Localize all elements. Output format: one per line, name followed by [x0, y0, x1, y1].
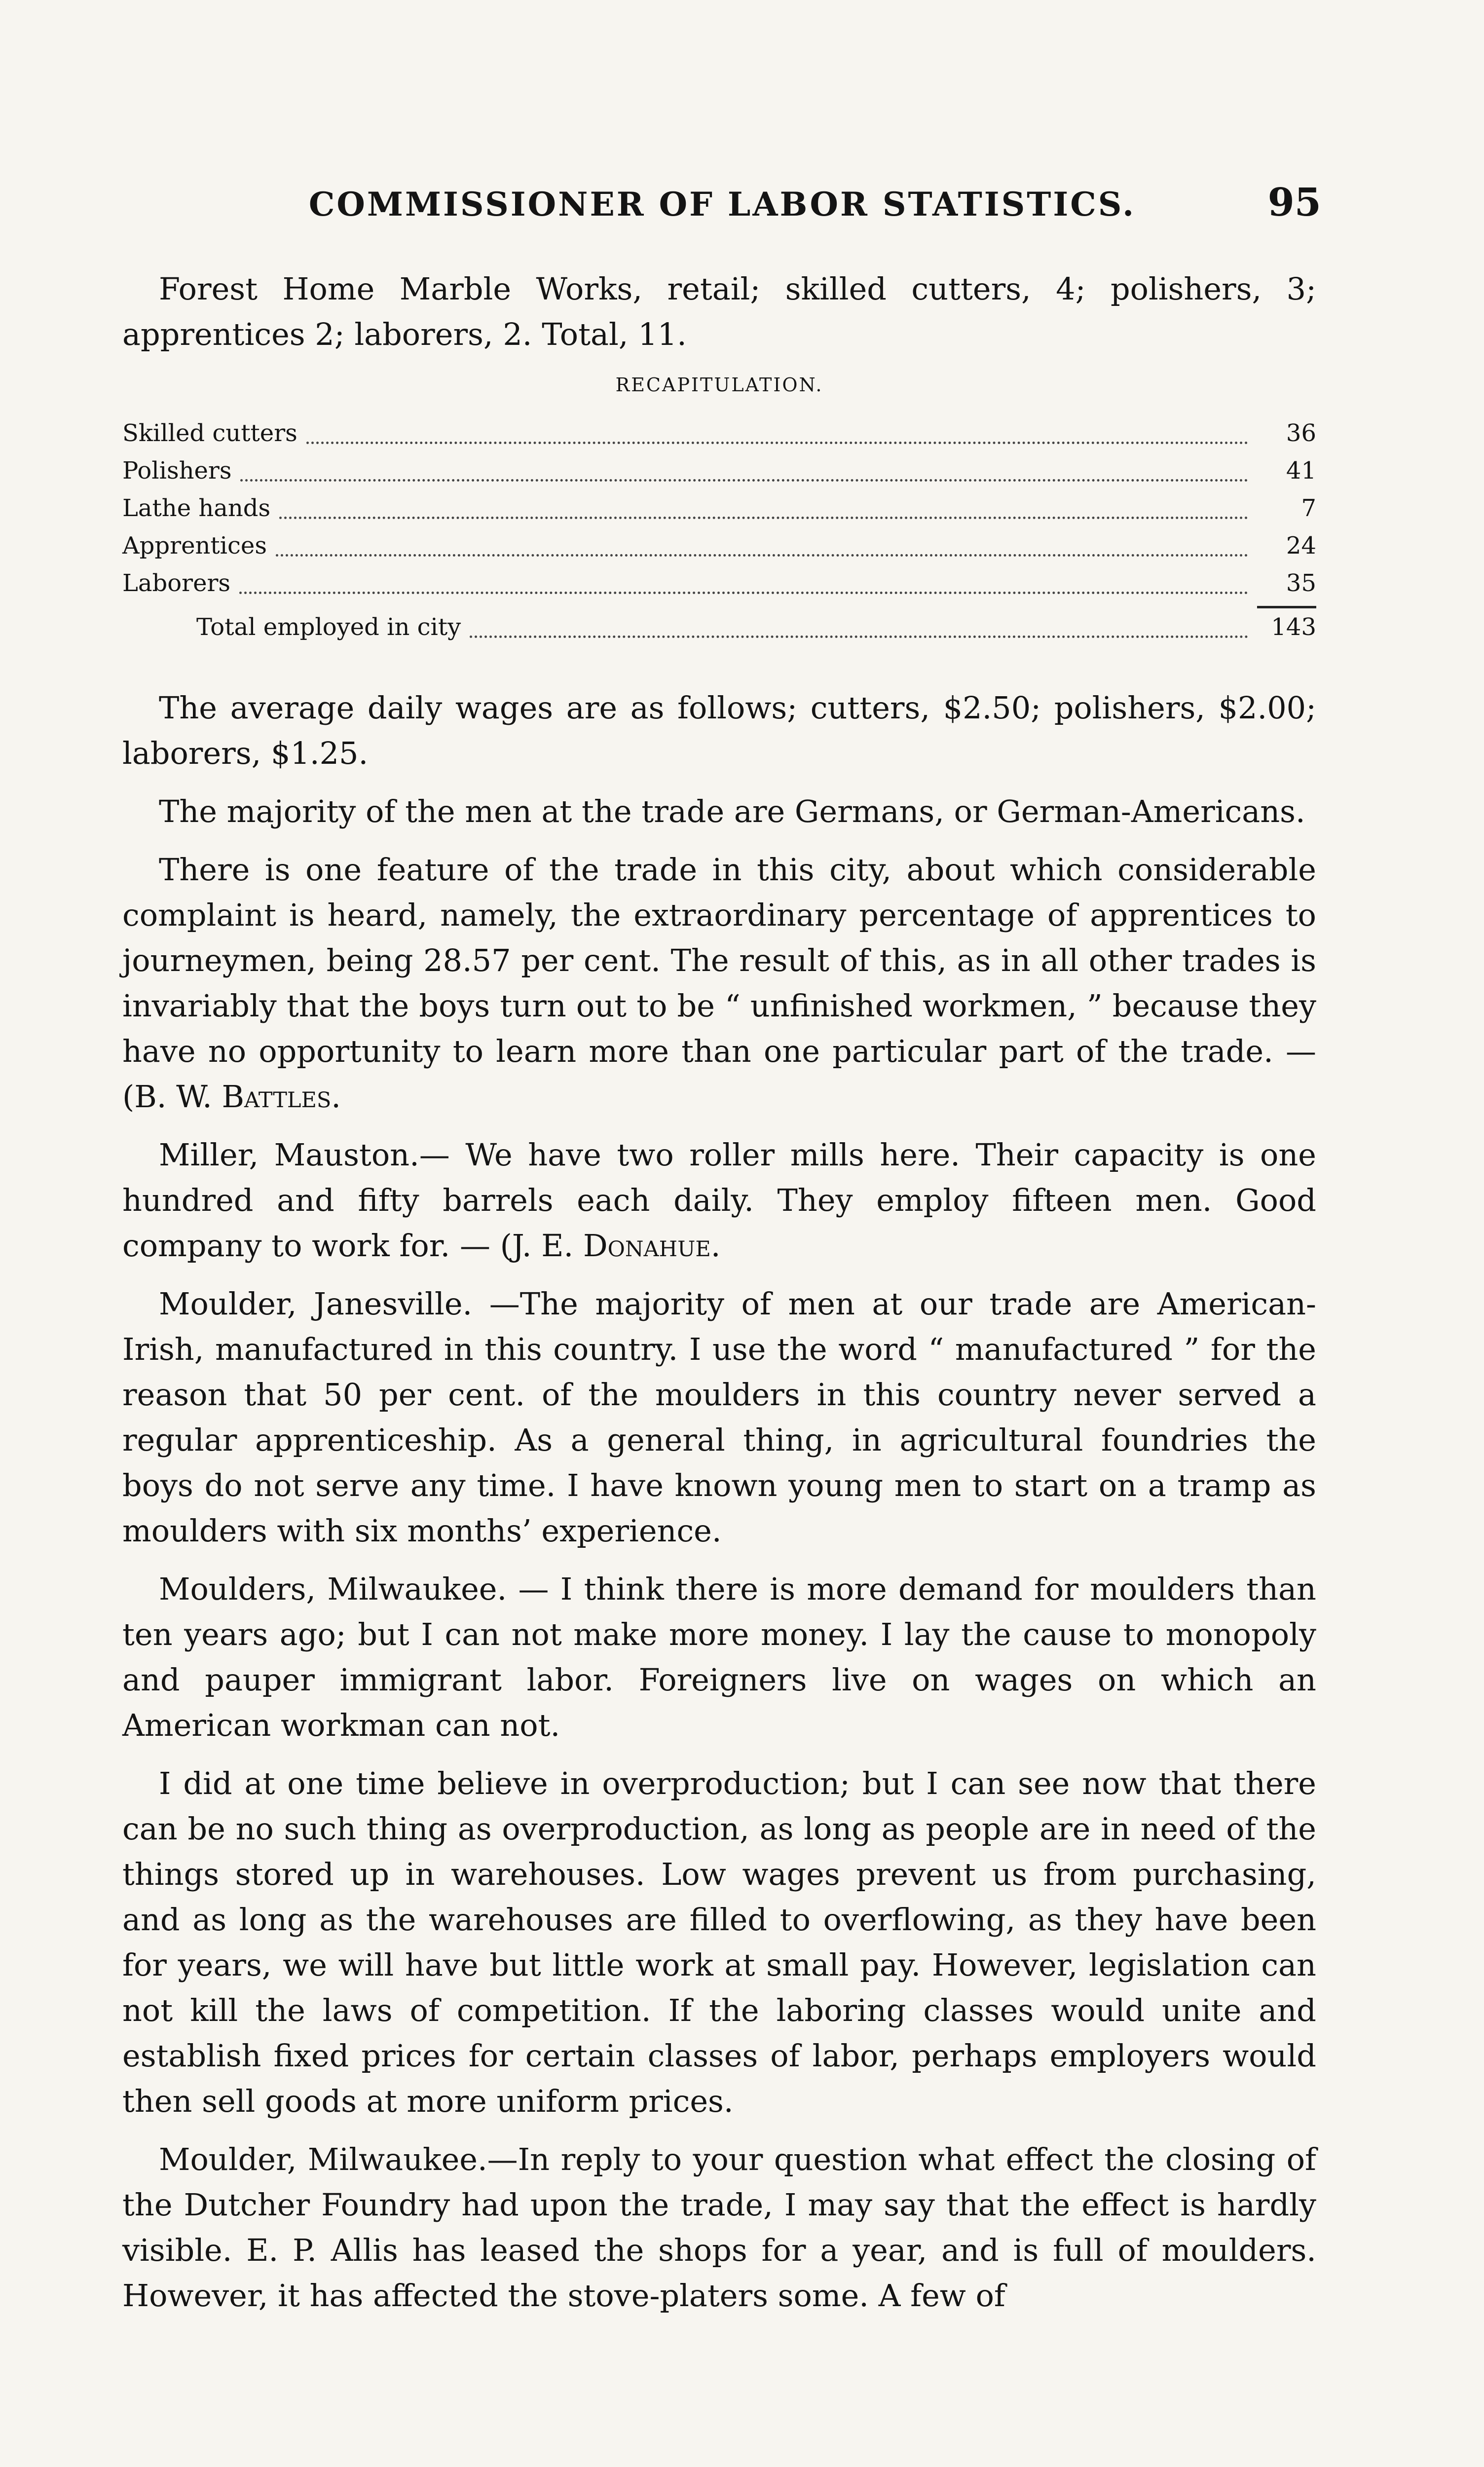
- recap-row: [122, 564, 1316, 602]
- leader-dots: [239, 592, 1248, 594]
- signature-donahue: J. E. Donahue.: [512, 1228, 721, 1264]
- apprentices-paragraph: [122, 847, 1316, 1120]
- recap-label: Lathe hands: [122, 494, 271, 522]
- moulder-janesville-paragraph: Moulder, Janesville. —The majority of men at our trade are American-Irish, manufactured in this country. I use the word “ manufactured ” for the reason that 50 per cent. of the moulders in this country never served a regular apprenticeship. As a general thing, in agricultural foundries the boys do not serve any time. I have known young men to start on a tramp as moulders with six months’ experience.: [122, 1286, 1316, 1549]
- leader-dots: [276, 554, 1248, 557]
- signature-battles: B. W. Battles.: [134, 1079, 341, 1115]
- recap-title: RECAPITULATION.: [615, 374, 823, 396]
- recap-row: [122, 414, 1316, 452]
- moulders-milwaukee-paragraph: Moulders, Milwaukee. — I think there is more demand for moulders than ten years ago; but I can not make more money. I lay the cause to monopoly and pauper immigrant labor. Foreigners live on wages on which an American workman can not.: [122, 1571, 1316, 1743]
- recap-label: Polishers: [122, 457, 232, 485]
- recap-value: 24: [1286, 532, 1316, 560]
- leader-dots: [240, 479, 1248, 482]
- recap-value: 36: [1286, 419, 1316, 447]
- running-head: COMMISSIONER OF LABOR STATISTICS.: [308, 185, 1136, 224]
- recap-value: 41: [1286, 457, 1316, 485]
- recap-total-row: [122, 606, 1316, 646]
- leader-dots: [470, 635, 1248, 638]
- apprentices-text: There is one feature of the trade in this city, about which considerable complaint is heard, namely, the extraordinary percentage of apprentices to journeymen, being 28.57 per cent. The result of this, as in all other trades is invariably that the boys turn out to be “ unfinished workmen, ” because they have no opportunity to learn more than one particular part of the trade. —(: [122, 852, 1316, 1115]
- recap-total-label: Total employed in city: [196, 613, 461, 641]
- overproduction-paragraph: I did at one time believe in overproduction; but I can see now that there can be no such thing as overproduction, as long as people are in need of the things stored up in warehouses. Low wages prevent us from purchasing, and as long as the warehouses are filled to overflowing, as they have been for years, we will have but little work at small pay. However, legislation can not kill the laws of competition. If the laboring classes would unite and establish fixed prices for certain classes of labor, perhaps employers would then sell goods at more uniform prices.: [122, 1765, 1316, 2119]
- recap-row: [122, 452, 1316, 489]
- recap-table: [122, 414, 1316, 646]
- leader-dots: [306, 442, 1248, 444]
- wages-paragraph: The average daily wages are as follows; cutters, $2.50; polishers, $2.00; laborers, $1.25.: [122, 690, 1316, 771]
- miller-text: Miller, Mauston.— We have two roller mills here. Their capacity is one hundred and fifty barrels each daily. They employ fifteen men. Good company to work for. — (: [122, 1137, 1316, 1264]
- page-number: 95: [1267, 180, 1321, 225]
- recap-label: Skilled cutters: [122, 419, 297, 447]
- recap-value: 35: [1286, 569, 1316, 597]
- miller-paragraph: [122, 1132, 1316, 1269]
- recap-total-value: 143: [1257, 606, 1316, 646]
- recap-label: Laborers: [122, 569, 231, 597]
- recap-row: [122, 527, 1316, 564]
- recap-label: Apprentices: [122, 532, 267, 560]
- nationality-paragraph: The majority of the men at the trade are Germans, or German-Americans.: [159, 793, 1305, 829]
- recap-value: 7: [1301, 494, 1316, 522]
- recap-row: [122, 489, 1316, 527]
- intro-paragraph: Forest Home Marble Works, retail; skilled cutters, 4; polishers, 3; apprentices 2; laborers, 2. Total, 11.: [122, 271, 1316, 352]
- dutcher-foundry-paragraph: Moulder, Milwaukee.—In reply to your question what effect the closing of the Dutcher Foundry had upon the trade, I may say that the effect is hardly visible. E. P. Allis has leased the shops for a year, and is full of moulders. However, it has affected the stove-platers some. A few of: [122, 2141, 1316, 2314]
- page-header: [123, 175, 1321, 229]
- page-body: [122, 266, 1316, 2331]
- leader-dots: [279, 517, 1248, 519]
